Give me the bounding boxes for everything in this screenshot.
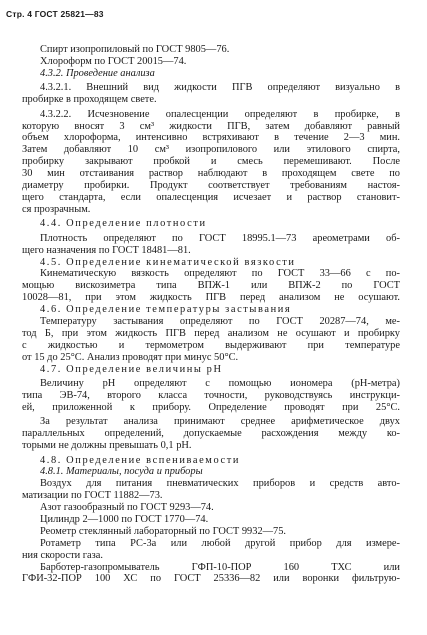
text-line: Азот газообразный по ГОСТ 9293—74. — [40, 502, 214, 514]
text-line: диаметру пробирки. Продукт соответствует требованиям настоя- — [22, 179, 400, 191]
text-line: пробирку закрывают пробкой и смесь перемешивают. После — [22, 156, 400, 168]
text-line: которую вносят 3 см³ жидкости ПГВ, затем добавляют равный — [22, 120, 400, 132]
text-line: Воздух для питания пневматических приборов и средств авто- — [40, 478, 400, 490]
text-line: Хлороформ по ГОСТ 20015—74. — [40, 55, 187, 67]
text-line: Цилиндр 2—1000 по ГОСТ 1770—74. — [40, 514, 209, 525]
text-line: ГФИ-32-ПОР 100 ХС по ГОСТ 25336—82 или воронки фильтрую- — [22, 573, 400, 585]
text-line: от 15 до 25°С. Анализ проводят при минус 50°С. — [22, 351, 239, 363]
text-line: 4.6. Определение температуры застывания — [40, 304, 292, 316]
text-line: ния скорости газа. — [22, 549, 103, 561]
document-body — [22, 44, 400, 585]
text-line: типа ЭВ-74, второго класса точности, руководствуясь инструкци- — [22, 389, 400, 401]
text-line: Температуру застывания определяют по ГОСТ 20287—74, ме- — [40, 315, 400, 327]
text-line: 4.4. Определение плотности — [40, 218, 207, 230]
text-line: 4.8.1. Материалы, посуда и приборы — [40, 466, 203, 478]
text-line: торыми не должны превышать 0,1 pH. — [22, 440, 192, 452]
text-line: 4.3.2.2. Исчезновение опалесценции определяют в пробирке, в — [40, 108, 400, 120]
text-line: щего стандарта, если опалесценция исчезает и раствор становит- — [22, 191, 400, 203]
text-line: Барботер-газопромыватель ГФП-10-ПОР 160 ТХС или — [40, 561, 400, 573]
text-line: с жидкостью и термометром выдерживают при температуре — [22, 339, 400, 351]
text-line: 4.7. Определение величины pH — [40, 363, 223, 375]
text-line: параллельных определений, допускаемые расхождения между ко- — [22, 428, 400, 440]
text-line: Спирт изопропиловый по ГОСТ 9805—76. — [40, 44, 230, 55]
text-line: Плотность определяют по ГОСТ 18995.1—73 ареометрами об- — [40, 232, 400, 244]
text-line: Кинематическую вязкость определяют по ГОСТ 33—66 с по- — [40, 268, 400, 280]
text-line: объем хлороформа, интенсивно встряхивают в течение 2—3 мин. — [22, 132, 400, 144]
text-line: 4.3.2.1. Внешний вид жидкости ПГВ определяют визуально в — [40, 82, 400, 94]
text-line: тод Б, при этом жидкость ПГВ перед анализом не осушают и пробирку — [22, 327, 400, 339]
text-line: матизации по ГОСТ 11882—73. — [22, 490, 163, 502]
text-line: Затем добавляют 10 см³ изопропилового или этилового спирта, — [22, 144, 400, 156]
text-line: 30 мин отстаивания раствор наблюдают в проходящем свете по — [22, 168, 400, 180]
text-line: 4.5. Определение кинематической вязкости — [40, 256, 296, 268]
text-line: 4.8. Определение вспениваемости — [40, 454, 241, 466]
text-line: пробирке в проходящем свете. — [22, 94, 157, 106]
text-line: Ротаметр типа РС-3а или любой другой прибор для измере- — [40, 537, 400, 549]
page-header: Стр. 4 ГОСТ 25821—83 — [6, 9, 104, 19]
text-line: Реометр стеклянный лабораторный по ГОСТ 9932—75. — [40, 525, 287, 537]
text-line: 4.3.2. Проведение анализа — [40, 67, 155, 79]
text-line: мощью вискозиметра типа ВПЖ-1 или ВПЖ-2 по ГОСТ — [22, 280, 400, 292]
text-line: За результат анализа принимают среднее арифметическое двух — [40, 416, 400, 428]
text-line: ся прозрачным. — [22, 203, 91, 215]
text-line: ей, приложенной к прибору. Определение проводят при 25°С. — [22, 401, 400, 413]
text-line: 10028—81, при этом жидкость ПГВ перед анализом не осушают. — [22, 292, 400, 304]
text-line: щего назначения по ГОСТ 18481—81. — [22, 244, 191, 256]
text-line: Величину pH определяют с помощью иономера (pH-метра) — [40, 378, 400, 390]
